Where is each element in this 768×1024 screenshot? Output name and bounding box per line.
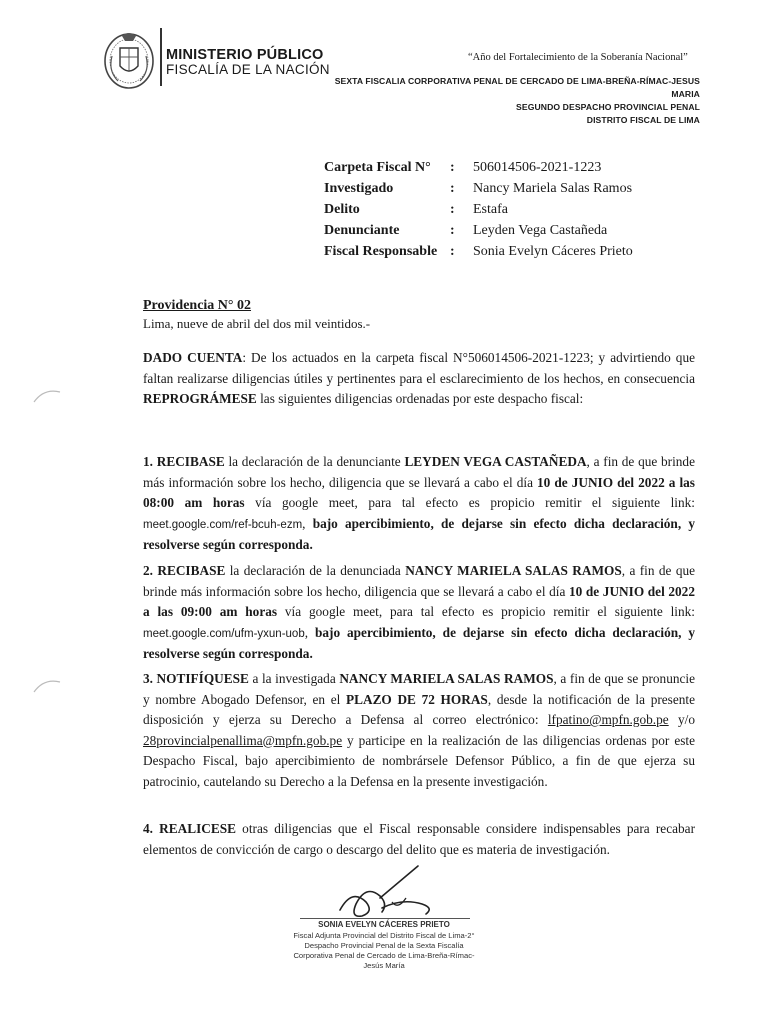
text: , desde la notificación de la presente disposición y ejerza su Derecho a Defensa al correo electrónico:: [143, 691, 695, 728]
signature-line: [300, 918, 470, 919]
denunciada-name: NANCY MARIELA SALAS RAMOS: [405, 563, 622, 578]
case-label: Carpeta Fiscal N°: [324, 160, 431, 175]
office-line-1: SEXTA FISCALIA CORPORATIVA PENAL DE CERCADO DE LIMA-BREÑA-RÍMAC-JESUS: [334, 76, 700, 86]
investigada-name: NANCY MARIELA SALAS RAMOS: [339, 671, 554, 686]
case-value: Estafa: [473, 202, 508, 217]
date-time-2: 10 de JUNIO del 2022 a las 09:00 am horas: [143, 583, 695, 620]
case-info-table: [324, 160, 633, 265]
case-row-carpeta: [324, 160, 633, 181]
office-line-2: MARIA: [671, 89, 700, 99]
case-label: Fiscal Responsable: [324, 244, 438, 259]
paragraph-item-4: [143, 819, 695, 860]
org-name: MINISTERIO PÚBLICO: [166, 47, 324, 63]
year-motto: “Año del Fortalecimiento de la Soberanía Nacional”: [468, 52, 688, 63]
case-sep: :: [450, 181, 455, 196]
text: y participe en la realización de las diligencias ordenas por este Despacho Fiscal, bajo apercibimiento de nombrársele Defensor Público, a fin de que ejerza su patrocinio, cautelando su Derecho a la Defensa en la presente investigación.: [143, 732, 695, 789]
plazo: PLAZO DE 72 HORAS: [345, 691, 488, 707]
case-label: Investigado: [324, 181, 394, 196]
case-row-investigado: [324, 181, 633, 202]
date-time-1: 10 de JUNIO del 2022 a las 08:00 am horas: [143, 474, 695, 511]
coat-of-arms-seal-icon: [100, 26, 158, 92]
signer-title-2: Despacho Provincial Penal de la Sexta Fiscalía: [304, 941, 464, 950]
case-value: 506014506-2021-1223: [473, 160, 602, 175]
signer-title-1: Fiscal Adjunta Provincial del Distrito Fiscal de Lima-2°: [293, 931, 475, 940]
case-row-delito: [324, 202, 633, 223]
text: ,: [302, 515, 313, 531]
email-link-1[interactable]: lfpatino@mpfn.gob.pe: [547, 712, 669, 728]
case-sep: :: [450, 160, 455, 175]
case-value: Sonia Evelyn Cáceres Prieto: [473, 244, 633, 259]
item-2-heading: 2. RECIBASE: [143, 563, 226, 578]
signer-title-4: Jesús María: [363, 961, 405, 970]
header-divider: [160, 28, 162, 86]
text: vía google meet, para tal efecto es propicio remitir el siguiente link:: [277, 604, 695, 620]
meet-link-2[interactable]: meet.google.com/ufm-yxun-uob: [143, 627, 305, 640]
scan-hole-mark: [30, 386, 64, 406]
paragraph-dado-cuenta: [143, 348, 695, 410]
scan-hole-mark: [30, 676, 64, 696]
signer-name: SONIA EVELYN CÁCERES PRIETO: [318, 920, 450, 929]
paragraph-item-1: [143, 452, 695, 556]
reprogramese: REPROGRÁMESE: [143, 391, 257, 407]
case-label: Delito: [324, 202, 360, 217]
meet-link-1[interactable]: meet.google.com/ref-bcuh-ezm: [143, 518, 303, 531]
case-row-fiscal: [324, 244, 633, 265]
text: ,: [304, 624, 315, 640]
item-3-heading: 3. NOTIFÍQUESE: [143, 671, 249, 686]
item-1-heading: 1. RECIBASE: [143, 454, 225, 469]
case-label: Denunciante: [324, 223, 400, 238]
place-date: Lima, nueve de abril del dos mil veintidos.-: [143, 316, 371, 331]
text: , a fin de que se pronuncie y nombre Abogado Defensor, en el: [143, 671, 695, 707]
text: otras diligencias que el Fiscal responsable considere indispensables para recabar elementos de convicción de cargo o descargo del delito que es materia de investigación.: [143, 821, 695, 857]
case-sep: :: [450, 244, 455, 259]
denunciante-name: LEYDEN VEGA CASTAÑEDA: [404, 454, 587, 469]
text: y/o: [668, 712, 695, 728]
case-sep: :: [450, 223, 455, 238]
apercibimiento-1: bajo apercibimiento, de dejarse sin efecto dicha declaración, y resolverse según corresponda.: [143, 515, 695, 553]
text: a la investigada: [248, 671, 340, 686]
org-subname: FISCALÍA DE LA NACIÓN: [166, 62, 330, 77]
text: vía google meet, para tal efecto es propicio remitir el siguiente link:: [244, 495, 695, 511]
email-link-2[interactable]: 28provincialpenallima@mpfn.gob.pe: [143, 732, 343, 748]
text: las siguientes diligencias ordenadas por este despacho fiscal:: [256, 391, 584, 407]
item-4-heading: 4. REALICESE: [143, 821, 236, 836]
case-value: Nancy Mariela Salas Ramos: [473, 181, 633, 196]
paragraph-item-3: [143, 669, 695, 793]
lead-dado-cuenta: DADO CUENTA: [143, 350, 243, 365]
paragraph-item-2: [143, 561, 695, 665]
text: la declaración de la denunciante: [224, 454, 405, 469]
apercibimiento-2: bajo apercibimiento, de dejarse sin efecto dicha declaración, y resolverse según corresponda.: [143, 624, 695, 662]
text: , a fin de que brinde más información sobre los hecho, diligencia que se llevará a cabo el día: [143, 454, 695, 490]
case-value: Leyden Vega Castañeda: [473, 223, 608, 238]
case-sep: :: [450, 202, 455, 217]
office-line-3: SEGUNDO DESPACHO PROVINCIAL PENAL: [516, 102, 700, 112]
office-line-4: DISTRITO FISCAL DE LIMA: [586, 115, 700, 125]
text: : De los actuados en la carpeta fiscal N°506014506-2021-1223; y advirtiendo que faltan realizarse diligencias útiles y pertinentes para el esclarecimiento de los hechos, en consecuencia: [143, 350, 695, 386]
case-row-denunciante: [324, 223, 633, 244]
text: la declaración de la denunciada: [225, 563, 406, 578]
signer-title-3: Corporativa Penal de Cercado de Lima-Breña-Rímac-: [293, 951, 475, 960]
providencia-title: Providencia N° 02: [143, 298, 252, 313]
text: , a fin de que brinde más información sobre los hecho, diligencia que se llevará a cabo el día: [143, 563, 696, 599]
